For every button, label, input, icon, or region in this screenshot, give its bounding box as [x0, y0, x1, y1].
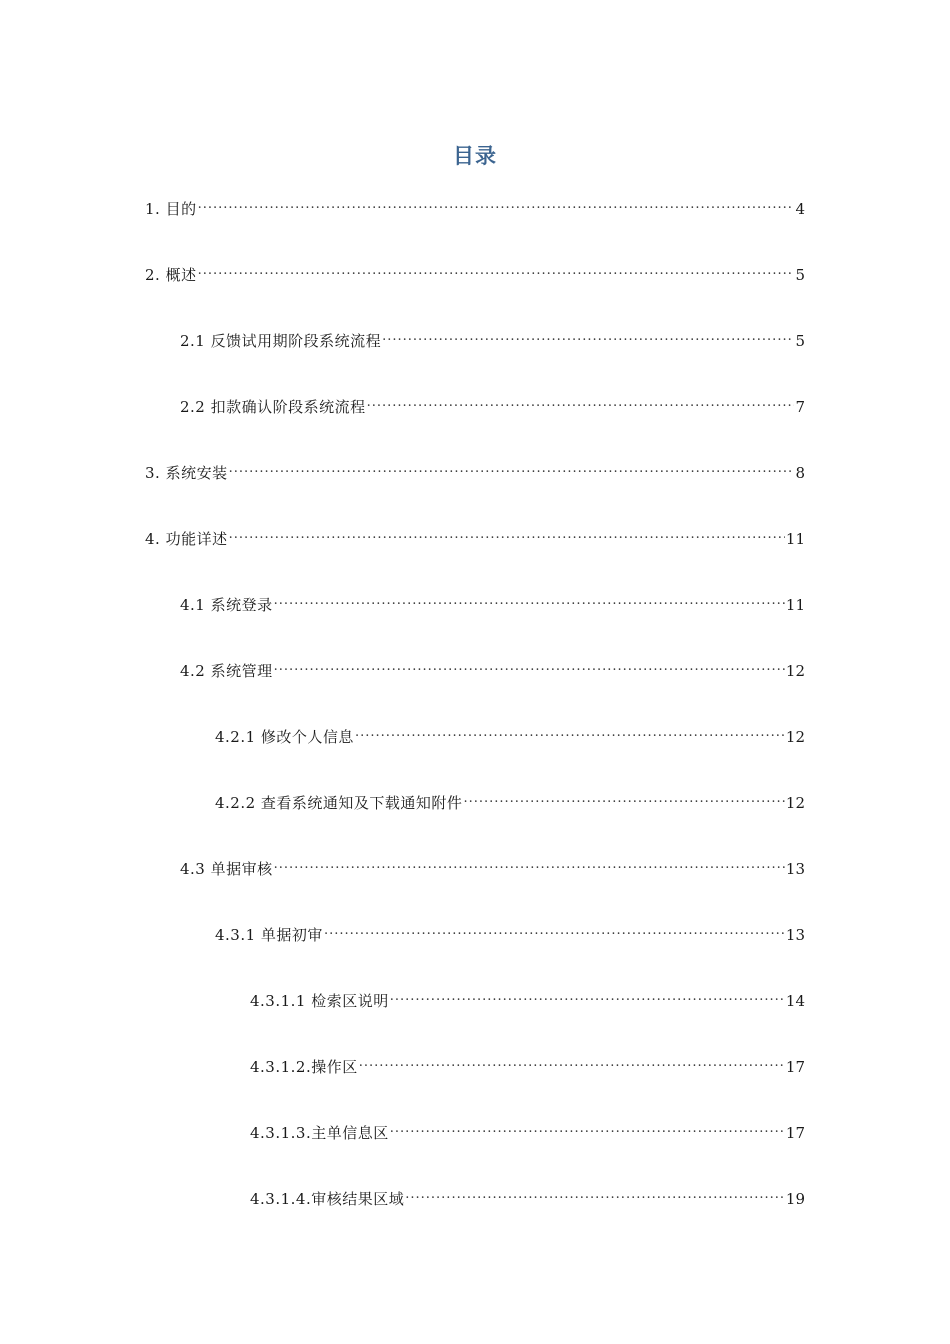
toc-page-number: 11 — [785, 530, 805, 548]
toc-dot-leader — [405, 1186, 785, 1204]
toc-dot-leader — [390, 1120, 785, 1138]
toc-page-number: 19 — [785, 1190, 805, 1208]
toc-dot-leader — [229, 460, 794, 478]
toc-entry-text: 4.3.1.3.主单信息区 — [250, 1124, 389, 1142]
toc-entry-text: 4.3.1.4.审核结果区域 — [250, 1190, 405, 1208]
toc-entry[interactable] — [215, 724, 805, 750]
toc-entry-text: 4.3.1.2.操作区 — [250, 1058, 358, 1076]
toc-entry[interactable] — [215, 922, 805, 948]
toc-dot-leader — [229, 526, 785, 544]
toc-entry-text: 4.2.1 修改个人信息 — [215, 728, 354, 746]
toc-dot-leader — [355, 724, 785, 742]
toc-page-number: 5 — [795, 266, 805, 284]
toc-entry-text: 2.2 扣款确认阶段系统流程 — [180, 398, 366, 416]
toc-page-number: 13 — [785, 860, 805, 878]
toc-entry[interactable] — [250, 1054, 805, 1080]
toc-page-number: 12 — [785, 794, 805, 812]
toc-entry-text: 4.3.1.1 检索区说明 — [250, 992, 389, 1010]
toc-page-number: 17 — [785, 1124, 805, 1142]
toc-page-number: 12 — [785, 728, 805, 746]
toc-dot-leader — [463, 790, 784, 808]
toc-entry-text: 4.3 单据审核 — [180, 860, 273, 878]
toc-dot-leader — [198, 196, 794, 214]
toc-page-number: 5 — [795, 332, 805, 350]
toc-entry-text: 4.2 系统管理 — [180, 662, 273, 680]
toc-dot-leader — [274, 856, 785, 874]
toc-entry-text: 4. 功能详述 — [145, 530, 228, 548]
toc-page-number: 4 — [795, 200, 805, 218]
toc-page-number: 17 — [785, 1058, 805, 1076]
toc-entry-text: 3. 系统安装 — [145, 464, 228, 482]
toc-entry[interactable] — [180, 658, 805, 684]
toc-entry-text: 2.1 反馈试用期阶段系统流程 — [180, 332, 382, 350]
toc-entry-text: 4.3.1 单据初审 — [215, 926, 323, 944]
toc-entry[interactable] — [180, 394, 805, 420]
toc-entry-text: 1. 目的 — [145, 200, 197, 218]
toc-entry[interactable] — [250, 988, 805, 1014]
toc-entry[interactable] — [145, 526, 805, 552]
toc-dot-leader — [382, 328, 794, 346]
toc-page-number: 11 — [785, 596, 805, 614]
toc-page-number: 8 — [795, 464, 805, 482]
toc-page-number: 12 — [785, 662, 805, 680]
toc-dot-leader — [198, 262, 794, 280]
toc-page-number: 13 — [785, 926, 805, 944]
toc-page-number: 14 — [785, 992, 805, 1010]
toc-entry[interactable] — [145, 460, 805, 486]
toc-title: 目录 — [453, 144, 497, 168]
toc-dot-leader — [324, 922, 785, 940]
toc-entry[interactable] — [145, 196, 805, 222]
toc-page-number: 7 — [795, 398, 805, 416]
toc-dot-leader — [390, 988, 785, 1006]
toc-entry[interactable] — [250, 1186, 805, 1212]
toc-entry[interactable] — [145, 262, 805, 288]
toc-entry[interactable] — [180, 328, 805, 354]
toc-entry[interactable] — [215, 790, 805, 816]
toc-entry-text: 4.1 系统登录 — [180, 596, 273, 614]
toc-dot-leader — [274, 592, 785, 610]
toc-dot-leader — [367, 394, 794, 412]
toc-dot-leader — [359, 1054, 785, 1072]
toc-entry[interactable] — [180, 592, 805, 618]
toc-entry-text: 4.2.2 查看系统通知及下载通知附件 — [215, 794, 463, 812]
toc-entry-text: 2. 概述 — [145, 266, 197, 284]
toc-entry[interactable] — [250, 1120, 805, 1146]
toc-dot-leader — [274, 658, 785, 676]
toc-entry[interactable] — [180, 856, 805, 882]
